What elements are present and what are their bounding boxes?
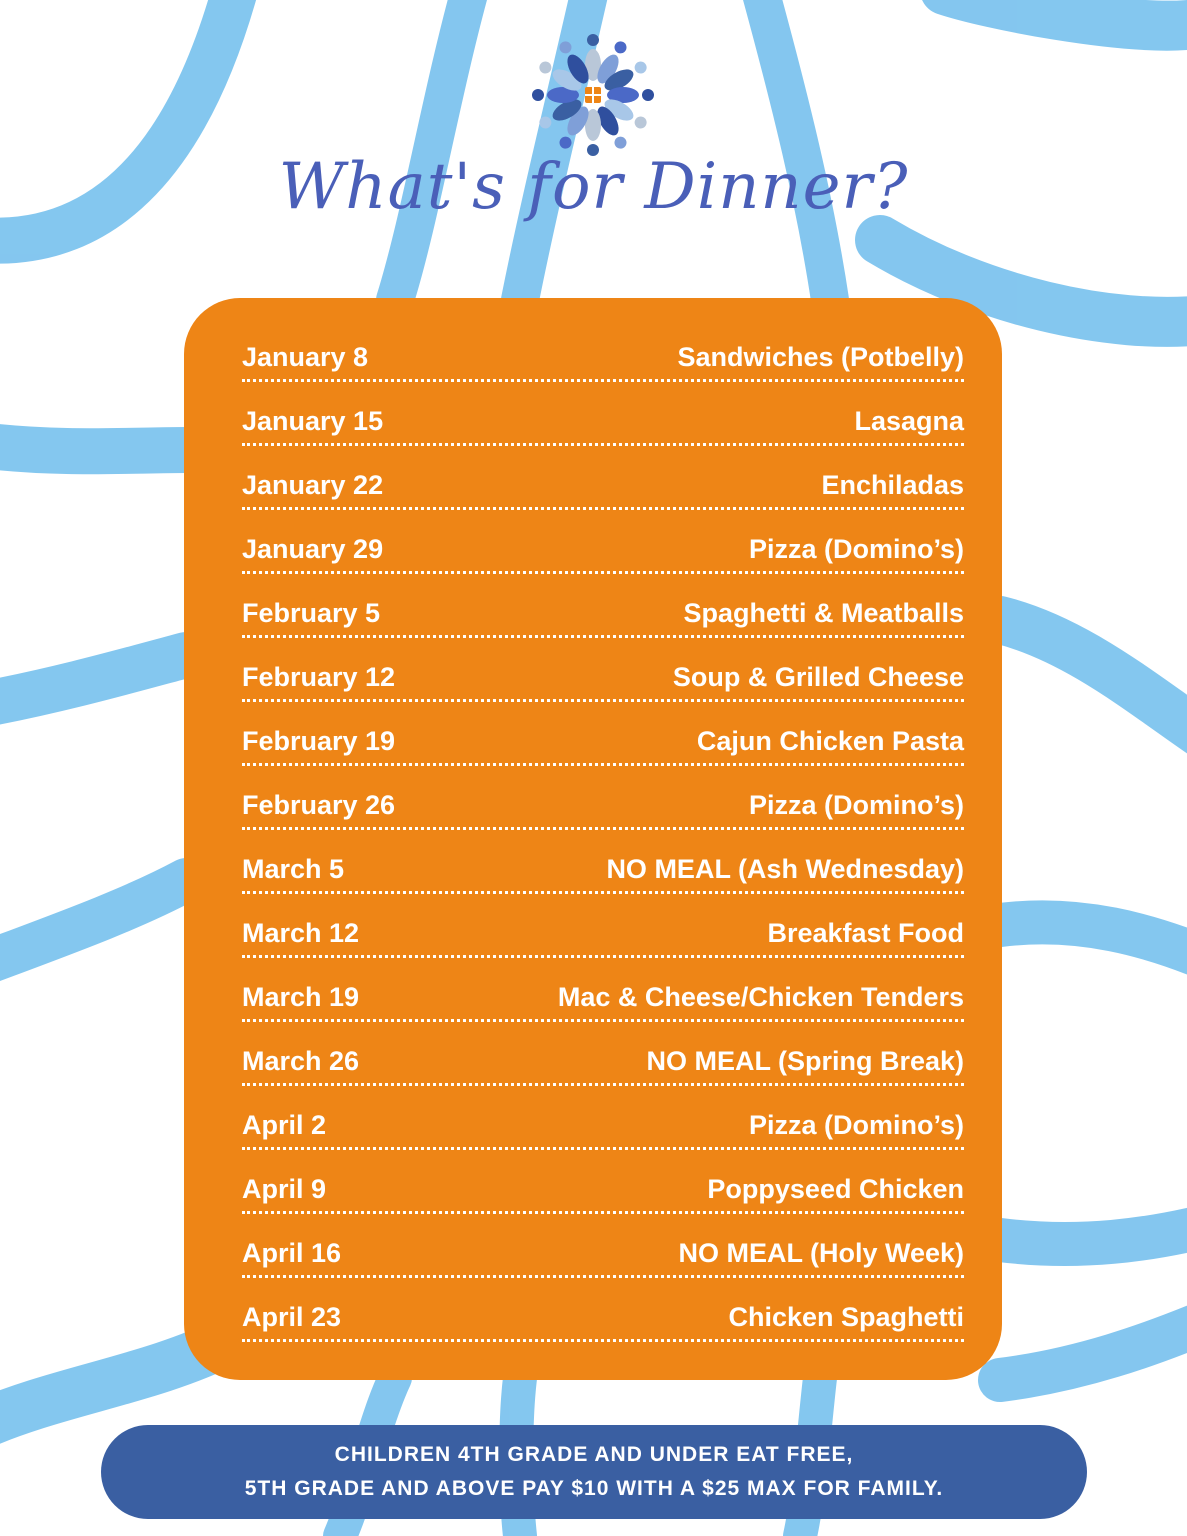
schedule-meal: Pizza (Domino’s)	[748, 1110, 964, 1140]
schedule-meal: Pizza (Domino’s)	[748, 534, 964, 564]
pricing-line-1: CHILDREN 4TH GRADE AND UNDER EAT FREE,	[334, 1443, 854, 1466]
schedule-row	[242, 958, 964, 1022]
schedule-row	[242, 1214, 964, 1278]
schedule-date: March 19	[242, 982, 360, 1012]
schedule-row	[242, 574, 964, 638]
page-title: What's for Dinner?	[278, 150, 909, 224]
schedule-date: April 9	[242, 1174, 327, 1204]
dinner-schedule-card	[184, 298, 1002, 1380]
flower-logo-icon	[528, 30, 658, 160]
schedule-row	[242, 1022, 964, 1086]
schedule-meal: NO MEAL (Ash Wednesday)	[606, 854, 964, 884]
schedule-row	[242, 638, 964, 702]
schedule-row	[242, 1278, 964, 1342]
schedule-date: January 29	[242, 534, 384, 564]
schedule-date: April 23	[242, 1302, 342, 1332]
schedule-meal: Pizza (Domino’s)	[748, 790, 964, 820]
schedule-meal: NO MEAL (Spring Break)	[646, 1046, 964, 1076]
schedule-date: February 12	[242, 662, 396, 692]
schedule-row	[242, 766, 964, 830]
schedule-date: February 19	[242, 726, 396, 756]
schedule-meal: Breakfast Food	[767, 918, 964, 948]
schedule-meal: Lasagna	[854, 406, 964, 436]
schedule-row	[242, 1086, 964, 1150]
schedule-meal: Enchiladas	[821, 470, 964, 500]
schedule-row	[242, 702, 964, 766]
pricing-banner	[101, 1425, 1087, 1519]
schedule-date: January 8	[242, 342, 369, 372]
schedule-row	[242, 894, 964, 958]
schedule-meal: Mac & Cheese/Chicken Tenders	[557, 982, 964, 1012]
schedule-date: April 16	[242, 1238, 342, 1268]
pricing-line-2: 5TH GRADE AND ABOVE PAY $10 WITH A $25 MAX FOR FAMILY.	[244, 1477, 944, 1500]
schedule-date: February 26	[242, 790, 396, 820]
schedule-meal: Chicken Spaghetti	[728, 1302, 964, 1332]
schedule-date: February 5	[242, 598, 381, 628]
schedule-meal: Poppyseed Chicken	[707, 1174, 964, 1204]
schedule-row	[242, 382, 964, 446]
schedule-date: March 12	[242, 918, 360, 948]
schedule-date: March 5	[242, 854, 345, 884]
schedule-meal: Soup & Grilled Cheese	[672, 662, 964, 692]
schedule-meal: Spaghetti & Meatballs	[683, 598, 964, 628]
schedule-row	[242, 510, 964, 574]
schedule-row	[242, 318, 964, 382]
schedule-date: March 26	[242, 1046, 360, 1076]
schedule-date: January 22	[242, 470, 384, 500]
schedule-row	[242, 830, 964, 894]
schedule-row	[242, 1150, 964, 1214]
schedule-meal: Cajun Chicken Pasta	[696, 726, 964, 756]
schedule-date: April 2	[242, 1110, 327, 1140]
schedule-meal: Sandwiches (Potbelly)	[677, 342, 964, 372]
schedule-meal: NO MEAL (Holy Week)	[678, 1238, 964, 1268]
schedule-row	[242, 446, 964, 510]
schedule-date: January 15	[242, 406, 384, 436]
